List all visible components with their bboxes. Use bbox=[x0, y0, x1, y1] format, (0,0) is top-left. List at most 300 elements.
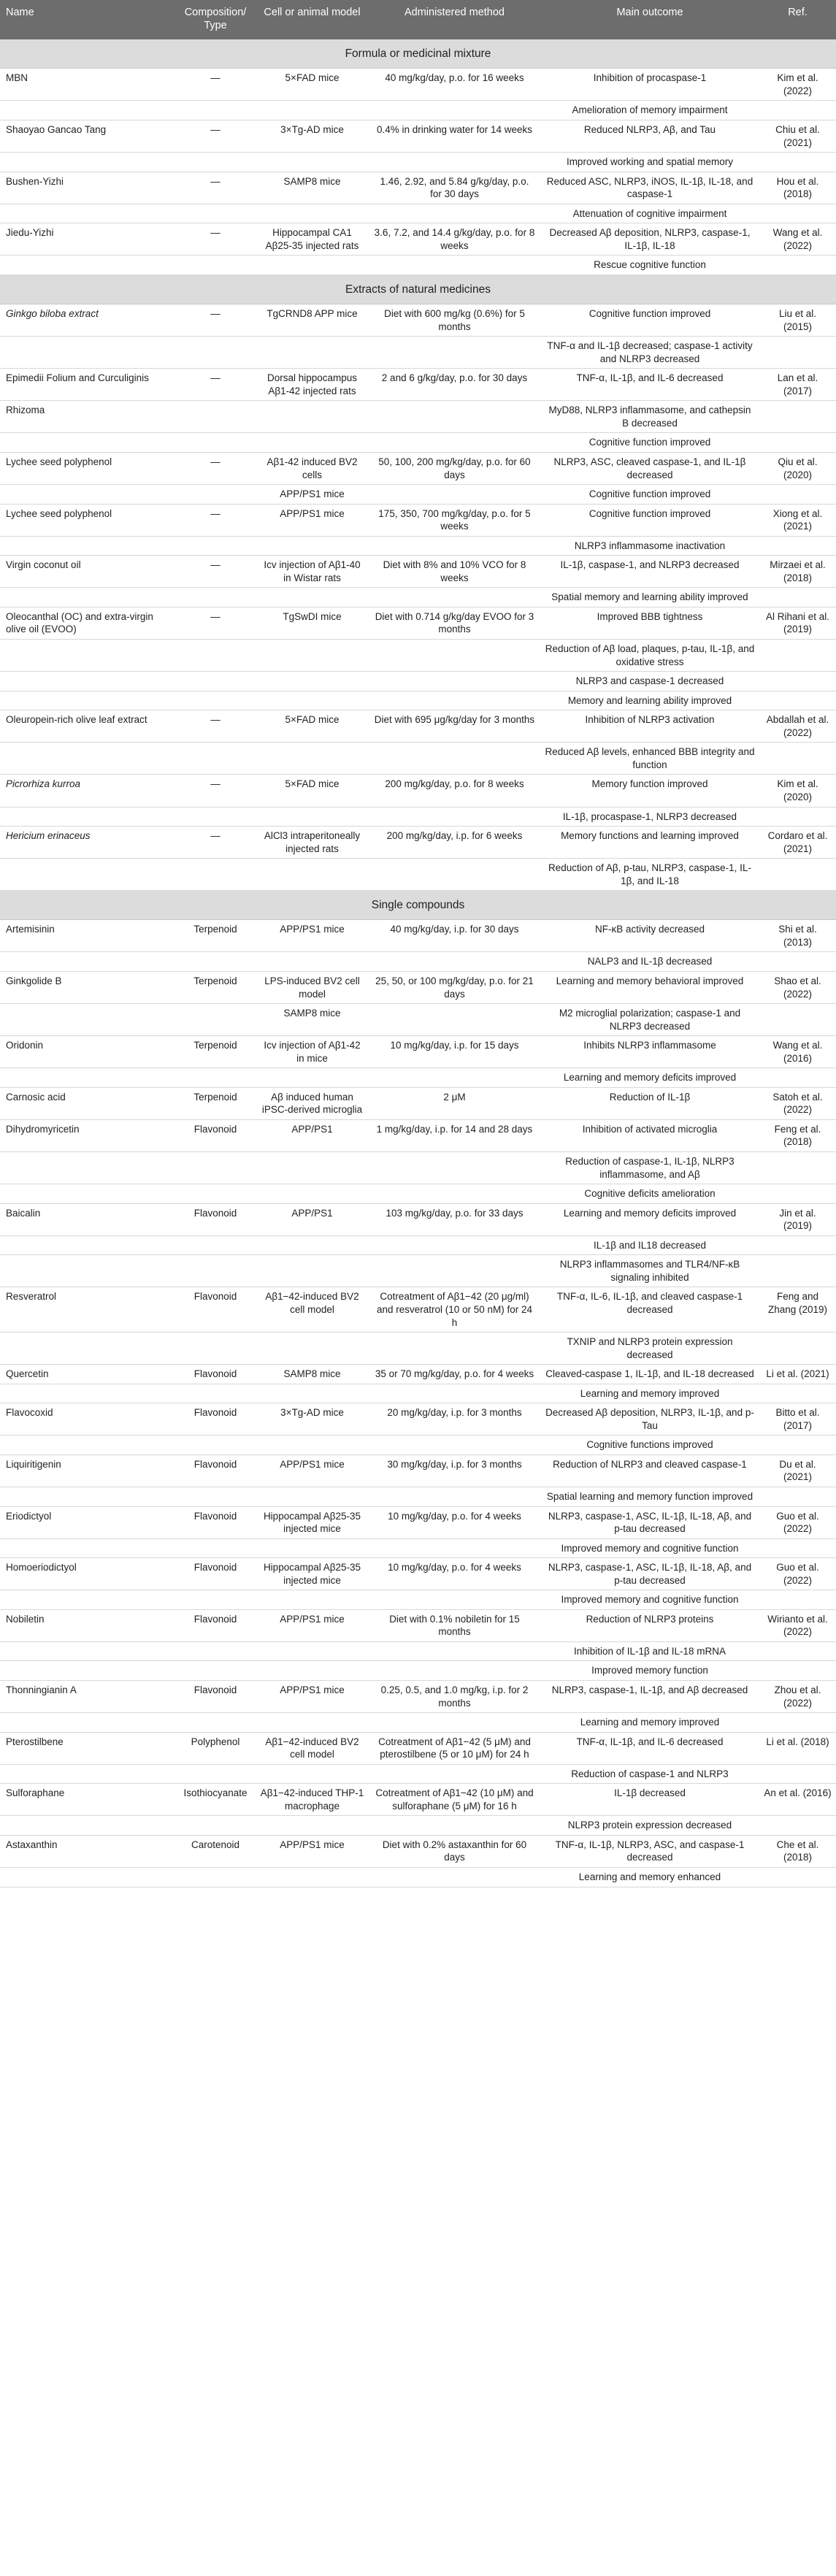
cell-composition-type bbox=[175, 1487, 256, 1506]
cell-composition-type: Flavonoid bbox=[175, 1609, 256, 1641]
cell-composition-type bbox=[175, 337, 256, 369]
table-row bbox=[0, 1609, 836, 1641]
cell-outcome: Reduction of NLRP3 proteins bbox=[540, 1609, 759, 1641]
cell-method bbox=[369, 101, 540, 120]
cell-composition-type: Flavonoid bbox=[175, 1287, 256, 1333]
table-row bbox=[0, 607, 836, 639]
cell-outcome: Spatial memory and learning ability improved bbox=[540, 588, 759, 607]
cell-name bbox=[0, 1004, 175, 1036]
cell-ref: Che et al. (2018) bbox=[759, 1835, 836, 1867]
cell-model bbox=[256, 1255, 369, 1287]
cell-method: 25, 50, or 100 mg/kg/day, p.o. for 21 days bbox=[369, 972, 540, 1004]
cell-composition-type: Flavonoid bbox=[175, 1454, 256, 1487]
cell-composition-type: Terpenoid bbox=[175, 1036, 256, 1068]
cell-outcome: NALP3 and IL-1β decreased bbox=[540, 952, 759, 972]
cell-composition-type bbox=[175, 1816, 256, 1836]
cell-method bbox=[369, 1816, 540, 1836]
cell-name bbox=[0, 1255, 175, 1287]
cell-name bbox=[0, 485, 175, 505]
cell-model: APP/PS1 mice bbox=[256, 485, 369, 505]
cell-composition-type bbox=[175, 1004, 256, 1036]
table-row-continuation bbox=[0, 433, 836, 453]
cell-name bbox=[0, 807, 175, 827]
cell-composition-type bbox=[175, 1590, 256, 1610]
cell-outcome: Learning and memory enhanced bbox=[540, 1868, 759, 1887]
cell-method: Diet with 0.1% nobiletin for 15 months bbox=[369, 1609, 540, 1641]
cell-outcome: Cognitive function improved bbox=[540, 504, 759, 536]
cell-model: 3×Tg-AD mice bbox=[256, 120, 369, 153]
cell-model bbox=[256, 1068, 369, 1088]
cell-outcome: Reduction of Aβ, p-tau, NLRP3, caspase-1, IL-1β, and IL-18 bbox=[540, 859, 759, 891]
cell-name bbox=[0, 1538, 175, 1558]
cell-name bbox=[0, 1235, 175, 1255]
table-row bbox=[0, 485, 836, 505]
cell-outcome: Reduced ASC, NLRP3, iNOS, IL-1β, IL-18, and caspase-1 bbox=[540, 172, 759, 204]
table-row bbox=[0, 1835, 836, 1867]
cell-method: Diet with 0.714 g/kg/day EVOO for 3 months bbox=[369, 607, 540, 639]
cell-method bbox=[369, 204, 540, 223]
table-row-continuation bbox=[0, 1538, 836, 1558]
table-row bbox=[0, 401, 836, 433]
cell-method: 30 mg/kg/day, i.p. for 3 months bbox=[369, 1454, 540, 1487]
cell-composition-type bbox=[175, 588, 256, 607]
table-row-continuation bbox=[0, 1184, 836, 1204]
section-row bbox=[0, 891, 836, 920]
table-row-continuation bbox=[0, 337, 836, 369]
cell-outcome: NLRP3 and caspase-1 decreased bbox=[540, 672, 759, 691]
cell-composition-type: — bbox=[175, 504, 256, 536]
cell-name bbox=[0, 153, 175, 172]
cell-model bbox=[256, 691, 369, 710]
cell-ref: Cordaro et al. (2021) bbox=[759, 827, 836, 859]
table-row bbox=[0, 1036, 836, 1068]
table-row-continuation bbox=[0, 1487, 836, 1506]
cell-ref: Xiong et al. (2021) bbox=[759, 504, 836, 536]
cell-model bbox=[256, 1816, 369, 1836]
table-row-continuation bbox=[0, 1235, 836, 1255]
cell-method bbox=[369, 1333, 540, 1365]
cell-model: 5×FAD mice bbox=[256, 69, 369, 101]
cell-method: 1 mg/kg/day, i.p. for 14 and 28 days bbox=[369, 1119, 540, 1151]
cell-composition-type bbox=[175, 691, 256, 710]
cell-ref bbox=[759, 743, 836, 775]
cell-outcome: Reduction of NLRP3 and cleaved caspase-1 bbox=[540, 1454, 759, 1487]
cell-method: 200 mg/kg/day, i.p. for 6 weeks bbox=[369, 827, 540, 859]
table-row-continuation bbox=[0, 101, 836, 120]
cell-name bbox=[0, 256, 175, 275]
table-row bbox=[0, 1732, 836, 1764]
cell-name bbox=[0, 743, 175, 775]
cell-outcome: Inhibition of NLRP3 activation bbox=[540, 710, 759, 743]
cell-method: 0.25, 0.5, and 1.0 mg/kg, i.p. for 2 months bbox=[369, 1680, 540, 1712]
cell-outcome: Improved BBB tightness bbox=[540, 607, 759, 639]
cell-ref bbox=[759, 859, 836, 891]
cell-composition-type: — bbox=[175, 120, 256, 153]
cell-ref: Lan et al. (2017) bbox=[759, 369, 836, 401]
cell-model: 5×FAD mice bbox=[256, 775, 369, 807]
cell-ref bbox=[759, 1487, 836, 1506]
cell-name bbox=[0, 1816, 175, 1836]
cell-name: Oridonin bbox=[0, 1036, 175, 1068]
cell-outcome: NLRP3, caspase-1, ASC, IL-1β, IL-18, Aβ, and p-tau decreased bbox=[540, 1558, 759, 1590]
table-row-continuation bbox=[0, 536, 836, 556]
table-row bbox=[0, 1784, 836, 1816]
cell-outcome: Cognitive functions improved bbox=[540, 1435, 759, 1455]
cell-ref: Guo et al. (2022) bbox=[759, 1506, 836, 1538]
cell-outcome: TNF-α, IL-1β, and IL-6 decreased bbox=[540, 1732, 759, 1764]
cell-composition-type: — bbox=[175, 69, 256, 101]
cell-model: LPS-induced BV2 cell model bbox=[256, 972, 369, 1004]
cell-method bbox=[369, 1384, 540, 1403]
cell-composition-type bbox=[175, 952, 256, 972]
table-row-continuation bbox=[0, 1590, 836, 1610]
cell-outcome: MyD88, NLRP3 inflammasome, and cathepsin B decreased bbox=[540, 401, 759, 433]
cell-ref bbox=[759, 1816, 836, 1836]
cell-composition-type bbox=[175, 1538, 256, 1558]
table-row-continuation bbox=[0, 1333, 836, 1365]
table-row bbox=[0, 972, 836, 1004]
cell-method: 10 mg/kg/day, p.o. for 4 weeks bbox=[369, 1506, 540, 1538]
cell-method: 20 mg/kg/day, i.p. for 3 months bbox=[369, 1403, 540, 1435]
cell-model: SAMP8 mice bbox=[256, 172, 369, 204]
cell-composition-type: — bbox=[175, 556, 256, 588]
cell-method: Cotreatment of Aβ1−42 (20 μg/ml) and resveratrol (10 or 50 nM) for 24 h bbox=[369, 1287, 540, 1333]
cell-model bbox=[256, 1333, 369, 1365]
cell-method: 35 or 70 mg/kg/day, p.o. for 4 weeks bbox=[369, 1365, 540, 1384]
cell-name: MBN bbox=[0, 69, 175, 101]
cell-outcome: Cognitive function improved bbox=[540, 304, 759, 337]
cell-model bbox=[256, 536, 369, 556]
table-row-continuation bbox=[0, 859, 836, 891]
table-row bbox=[0, 1506, 836, 1538]
cell-composition-type: Polyphenol bbox=[175, 1732, 256, 1764]
cell-name: Flavocoxid bbox=[0, 1403, 175, 1435]
cell-ref: Feng et al. (2018) bbox=[759, 1119, 836, 1151]
table-row-continuation bbox=[0, 256, 836, 275]
cell-model: Aβ1−42-induced BV2 cell model bbox=[256, 1732, 369, 1764]
cell-ref: Hou et al. (2018) bbox=[759, 172, 836, 204]
cell-ref bbox=[759, 1333, 836, 1365]
cell-outcome: Learning and memory deficits improved bbox=[540, 1203, 759, 1235]
cell-method: 3.6, 7.2, and 14.4 g/kg/day, p.o. for 8 weeks bbox=[369, 223, 540, 256]
table-row bbox=[0, 1287, 836, 1333]
cell-name: Carnosic acid bbox=[0, 1087, 175, 1119]
table-row bbox=[0, 69, 836, 101]
table-row bbox=[0, 827, 836, 859]
cell-method: 200 mg/kg/day, p.o. for 8 weeks bbox=[369, 775, 540, 807]
cell-name bbox=[0, 1184, 175, 1204]
cell-ref bbox=[759, 1068, 836, 1088]
cell-model: TgSwDI mice bbox=[256, 607, 369, 639]
cell-outcome: Reduction of IL-1β bbox=[540, 1087, 759, 1119]
cell-name bbox=[0, 204, 175, 223]
table-row bbox=[0, 920, 836, 952]
table-row-continuation bbox=[0, 807, 836, 827]
cell-ref bbox=[759, 588, 836, 607]
cell-composition-type: Flavonoid bbox=[175, 1365, 256, 1384]
cell-model: Icv injection of Aβ1-40 in Wistar rats bbox=[256, 556, 369, 588]
cell-name bbox=[0, 1764, 175, 1784]
cell-model: APP/PS1 mice bbox=[256, 1680, 369, 1712]
cell-name: Lychee seed polyphenol bbox=[0, 504, 175, 536]
cell-name: Ginkgolide B bbox=[0, 972, 175, 1004]
table-row-continuation bbox=[0, 952, 836, 972]
cell-model: Aβ induced human iPSC-derived microglia bbox=[256, 1087, 369, 1119]
cell-name: Resveratrol bbox=[0, 1287, 175, 1333]
cell-name bbox=[0, 672, 175, 691]
cell-outcome: TNF-α and IL-1β decreased; caspase-1 activity and NLRP3 decreased bbox=[540, 337, 759, 369]
cell-composition-type: — bbox=[175, 607, 256, 639]
cell-method: 103 mg/kg/day, p.o. for 33 days bbox=[369, 1203, 540, 1235]
section-row bbox=[0, 275, 836, 304]
cell-model: APP/PS1 mice bbox=[256, 920, 369, 952]
cell-outcome: Inhibition of IL-1β and IL-18 mRNA bbox=[540, 1641, 759, 1661]
cell-composition-type bbox=[175, 1152, 256, 1184]
table-row-continuation bbox=[0, 1868, 836, 1887]
cell-name bbox=[0, 1068, 175, 1088]
cell-name bbox=[0, 1713, 175, 1733]
table-row bbox=[0, 1680, 836, 1712]
cell-outcome: Learning and memory improved bbox=[540, 1384, 759, 1403]
cell-ref bbox=[759, 1004, 836, 1036]
table-row bbox=[0, 504, 836, 536]
cell-method bbox=[369, 153, 540, 172]
cell-ref bbox=[759, 1184, 836, 1204]
cell-outcome: NLRP3, caspase-1, ASC, IL-1β, IL-18, Aβ, and p-tau decreased bbox=[540, 1506, 759, 1538]
cell-composition-type bbox=[175, 807, 256, 827]
cell-ref: Kim et al. (2020) bbox=[759, 775, 836, 807]
table-row bbox=[0, 223, 836, 256]
cell-method bbox=[369, 1764, 540, 1784]
cell-composition-type: Terpenoid bbox=[175, 920, 256, 952]
cell-name: Quercetin bbox=[0, 1365, 175, 1384]
cell-outcome: Improved memory function bbox=[540, 1661, 759, 1681]
cell-outcome: Inhibition of procaspase-1 bbox=[540, 69, 759, 101]
header-name: Name bbox=[0, 0, 175, 39]
cell-method bbox=[369, 1068, 540, 1088]
cell-composition-type: — bbox=[175, 710, 256, 743]
table-row bbox=[0, 1403, 836, 1435]
cell-outcome: Reduction of caspase-1, IL-1β, NLRP3 inflammasome, and Aβ bbox=[540, 1152, 759, 1184]
cell-model bbox=[256, 1538, 369, 1558]
cell-outcome: Spatial learning and memory function improved bbox=[540, 1487, 759, 1506]
cell-ref bbox=[759, 1384, 836, 1403]
cell-name: Jiedu-Yizhi bbox=[0, 223, 175, 256]
cell-outcome: Learning and memory improved bbox=[540, 1713, 759, 1733]
cell-composition-type bbox=[175, 743, 256, 775]
cell-name bbox=[0, 859, 175, 891]
cell-method: Diet with 600 mg/kg (0.6%) for 5 months bbox=[369, 304, 540, 337]
cell-method: 0.4% in drinking water for 14 weeks bbox=[369, 120, 540, 153]
cell-name: Ginkgo biloba extract bbox=[0, 304, 175, 337]
table-row-continuation bbox=[0, 1641, 836, 1661]
cell-ref bbox=[759, 1255, 836, 1287]
cell-model: Icv injection of Aβ1-42 in mice bbox=[256, 1036, 369, 1068]
cell-outcome: Memory function improved bbox=[540, 775, 759, 807]
cell-name bbox=[0, 588, 175, 607]
header-outcome: Main outcome bbox=[540, 0, 759, 39]
cell-composition-type bbox=[175, 1661, 256, 1681]
table-row bbox=[0, 1558, 836, 1590]
cell-model: Hippocampal Aβ25-35 injected mice bbox=[256, 1506, 369, 1538]
cell-outcome: TXNIP and NLRP3 protein expression decreased bbox=[540, 1333, 759, 1365]
cell-method: 1.46, 2.92, and 5.84 g/kg/day, p.o. for 30 days bbox=[369, 172, 540, 204]
cell-method bbox=[369, 401, 540, 433]
cell-name: Picrorhiza kurroa bbox=[0, 775, 175, 807]
cell-method: 175, 350, 700 mg/kg/day, p.o. for 5 weeks bbox=[369, 504, 540, 536]
cell-method: 40 mg/kg/day, i.p. for 30 days bbox=[369, 920, 540, 952]
table-row-continuation bbox=[0, 1713, 836, 1733]
cell-ref: Bitto et al. (2017) bbox=[759, 1403, 836, 1435]
table-row bbox=[0, 120, 836, 153]
cell-outcome: Memory and learning ability improved bbox=[540, 691, 759, 710]
cell-composition-type bbox=[175, 672, 256, 691]
cell-composition-type: Carotenoid bbox=[175, 1835, 256, 1867]
cell-ref bbox=[759, 1152, 836, 1184]
table-row-continuation bbox=[0, 1661, 836, 1681]
cell-method: 2 and 6 g/kg/day, p.o. for 30 days bbox=[369, 369, 540, 401]
cell-name: Oleocanthal (OC) and extra-virgin olive oil (EVOO) bbox=[0, 607, 175, 639]
cell-model bbox=[256, 1868, 369, 1887]
cell-outcome: TNF-α, IL-1β, NLRP3, ASC, and caspase-1 decreased bbox=[540, 1835, 759, 1867]
cell-model bbox=[256, 204, 369, 223]
cell-outcome: Reduction of Aβ load, plaques, p-tau, IL-1β, and oxidative stress bbox=[540, 640, 759, 672]
table-row-continuation bbox=[0, 153, 836, 172]
cell-ref bbox=[759, 807, 836, 827]
cell-ref: Abdallah et al. (2022) bbox=[759, 710, 836, 743]
cell-composition-type bbox=[175, 1255, 256, 1287]
cell-ref bbox=[759, 952, 836, 972]
cell-ref: Guo et al. (2022) bbox=[759, 1558, 836, 1590]
cell-ref bbox=[759, 691, 836, 710]
cell-ref bbox=[759, 1435, 836, 1455]
cell-composition-type bbox=[175, 256, 256, 275]
cell-composition-type bbox=[175, 1641, 256, 1661]
cell-method bbox=[369, 952, 540, 972]
cell-method: Cotreatment of Aβ1−42 (10 μM) and sulforaphane (5 μM) for 16 h bbox=[369, 1784, 540, 1816]
cell-ref: Liu et al. (2015) bbox=[759, 304, 836, 337]
cell-model bbox=[256, 1384, 369, 1403]
cell-composition-type bbox=[175, 485, 256, 505]
cell-outcome: Improved working and spatial memory bbox=[540, 153, 759, 172]
cell-ref bbox=[759, 153, 836, 172]
cell-model bbox=[256, 640, 369, 672]
cell-model bbox=[256, 256, 369, 275]
cell-model bbox=[256, 952, 369, 972]
cell-method bbox=[369, 1152, 540, 1184]
table-row bbox=[0, 710, 836, 743]
cell-model bbox=[256, 859, 369, 891]
cell-ref bbox=[759, 640, 836, 672]
cell-method bbox=[369, 1235, 540, 1255]
cell-method: Diet with 8% and 10% VCO for 8 weeks bbox=[369, 556, 540, 588]
table-row-continuation bbox=[0, 1255, 836, 1287]
table-row bbox=[0, 1004, 836, 1036]
table-row bbox=[0, 304, 836, 337]
cell-name: Pterostilbene bbox=[0, 1732, 175, 1764]
cell-name bbox=[0, 101, 175, 120]
section-row bbox=[0, 39, 836, 69]
cell-name bbox=[0, 640, 175, 672]
cell-method bbox=[369, 1661, 540, 1681]
cell-ref: Li et al. (2021) bbox=[759, 1365, 836, 1384]
cell-composition-type: — bbox=[175, 223, 256, 256]
cell-outcome: Improved memory and cognitive function bbox=[540, 1590, 759, 1610]
cell-method: 40 mg/kg/day, p.o. for 16 weeks bbox=[369, 69, 540, 101]
cell-model bbox=[256, 1487, 369, 1506]
cell-ref: Al Rihani et al. (2019) bbox=[759, 607, 836, 639]
cell-method bbox=[369, 1868, 540, 1887]
cell-composition-type: — bbox=[175, 369, 256, 401]
cell-method bbox=[369, 588, 540, 607]
table-row-continuation bbox=[0, 1384, 836, 1403]
cell-model: APP/PS1 mice bbox=[256, 1454, 369, 1487]
table-row-continuation bbox=[0, 672, 836, 691]
cell-composition-type: — bbox=[175, 827, 256, 859]
cell-ref: Shi et al. (2013) bbox=[759, 920, 836, 952]
cell-name: Artemisinin bbox=[0, 920, 175, 952]
cell-name: Homoeriodictyol bbox=[0, 1558, 175, 1590]
cell-name bbox=[0, 337, 175, 369]
cell-composition-type bbox=[175, 1184, 256, 1204]
cell-outcome: Decreased Aβ deposition, NLRP3, IL-1β, and p-Tau bbox=[540, 1403, 759, 1435]
cell-ref: Wang et al. (2016) bbox=[759, 1036, 836, 1068]
cell-outcome: NLRP3 protein expression decreased bbox=[540, 1816, 759, 1836]
cell-name: Nobiletin bbox=[0, 1609, 175, 1641]
cell-model bbox=[256, 807, 369, 827]
cell-composition-type bbox=[175, 536, 256, 556]
cell-model: AlCl3 intraperitoneally injected rats bbox=[256, 827, 369, 859]
cell-composition-type bbox=[175, 433, 256, 453]
cell-composition-type: — bbox=[175, 775, 256, 807]
cell-name: Shaoyao Gancao Tang bbox=[0, 120, 175, 153]
cell-outcome: Cleaved-caspase 1, IL-1β, and IL-18 decreased bbox=[540, 1365, 759, 1384]
cell-composition-type bbox=[175, 1333, 256, 1365]
table-row bbox=[0, 172, 836, 204]
cell-outcome: IL-1β and IL18 decreased bbox=[540, 1235, 759, 1255]
cell-composition-type: Flavonoid bbox=[175, 1680, 256, 1712]
cell-composition-type: — bbox=[175, 453, 256, 485]
cell-method bbox=[369, 1004, 540, 1036]
cell-ref bbox=[759, 401, 836, 433]
cell-method bbox=[369, 640, 540, 672]
table-row-continuation bbox=[0, 1816, 836, 1836]
cell-name bbox=[0, 1384, 175, 1403]
table-row-continuation bbox=[0, 1435, 836, 1455]
cell-method bbox=[369, 536, 540, 556]
cell-ref: Qiu et al. (2020) bbox=[759, 453, 836, 485]
cell-model: APP/PS1 mice bbox=[256, 1835, 369, 1867]
cell-model bbox=[256, 1661, 369, 1681]
cell-ref bbox=[759, 256, 836, 275]
table-row-continuation bbox=[0, 743, 836, 775]
cell-outcome: Learning and memory behavioral improved bbox=[540, 972, 759, 1004]
cell-name bbox=[0, 1641, 175, 1661]
cell-method bbox=[369, 691, 540, 710]
cell-method: 10 mg/kg/day, p.o. for 4 weeks bbox=[369, 1558, 540, 1590]
cell-composition-type bbox=[175, 101, 256, 120]
cell-ref: Wirianto et al. (2022) bbox=[759, 1609, 836, 1641]
table-row bbox=[0, 1119, 836, 1151]
cell-composition-type: Terpenoid bbox=[175, 972, 256, 1004]
cell-name bbox=[0, 1590, 175, 1610]
cell-model: SAMP8 mice bbox=[256, 1365, 369, 1384]
cell-model: Aβ1−42-induced THP-1 macrophage bbox=[256, 1784, 369, 1816]
cell-method bbox=[369, 433, 540, 453]
cell-composition-type: Flavonoid bbox=[175, 1203, 256, 1235]
cell-name: Eriodictyol bbox=[0, 1506, 175, 1538]
cell-outcome: TNF-α, IL-6, IL-1β, and cleaved caspase-1 decreased bbox=[540, 1287, 759, 1333]
